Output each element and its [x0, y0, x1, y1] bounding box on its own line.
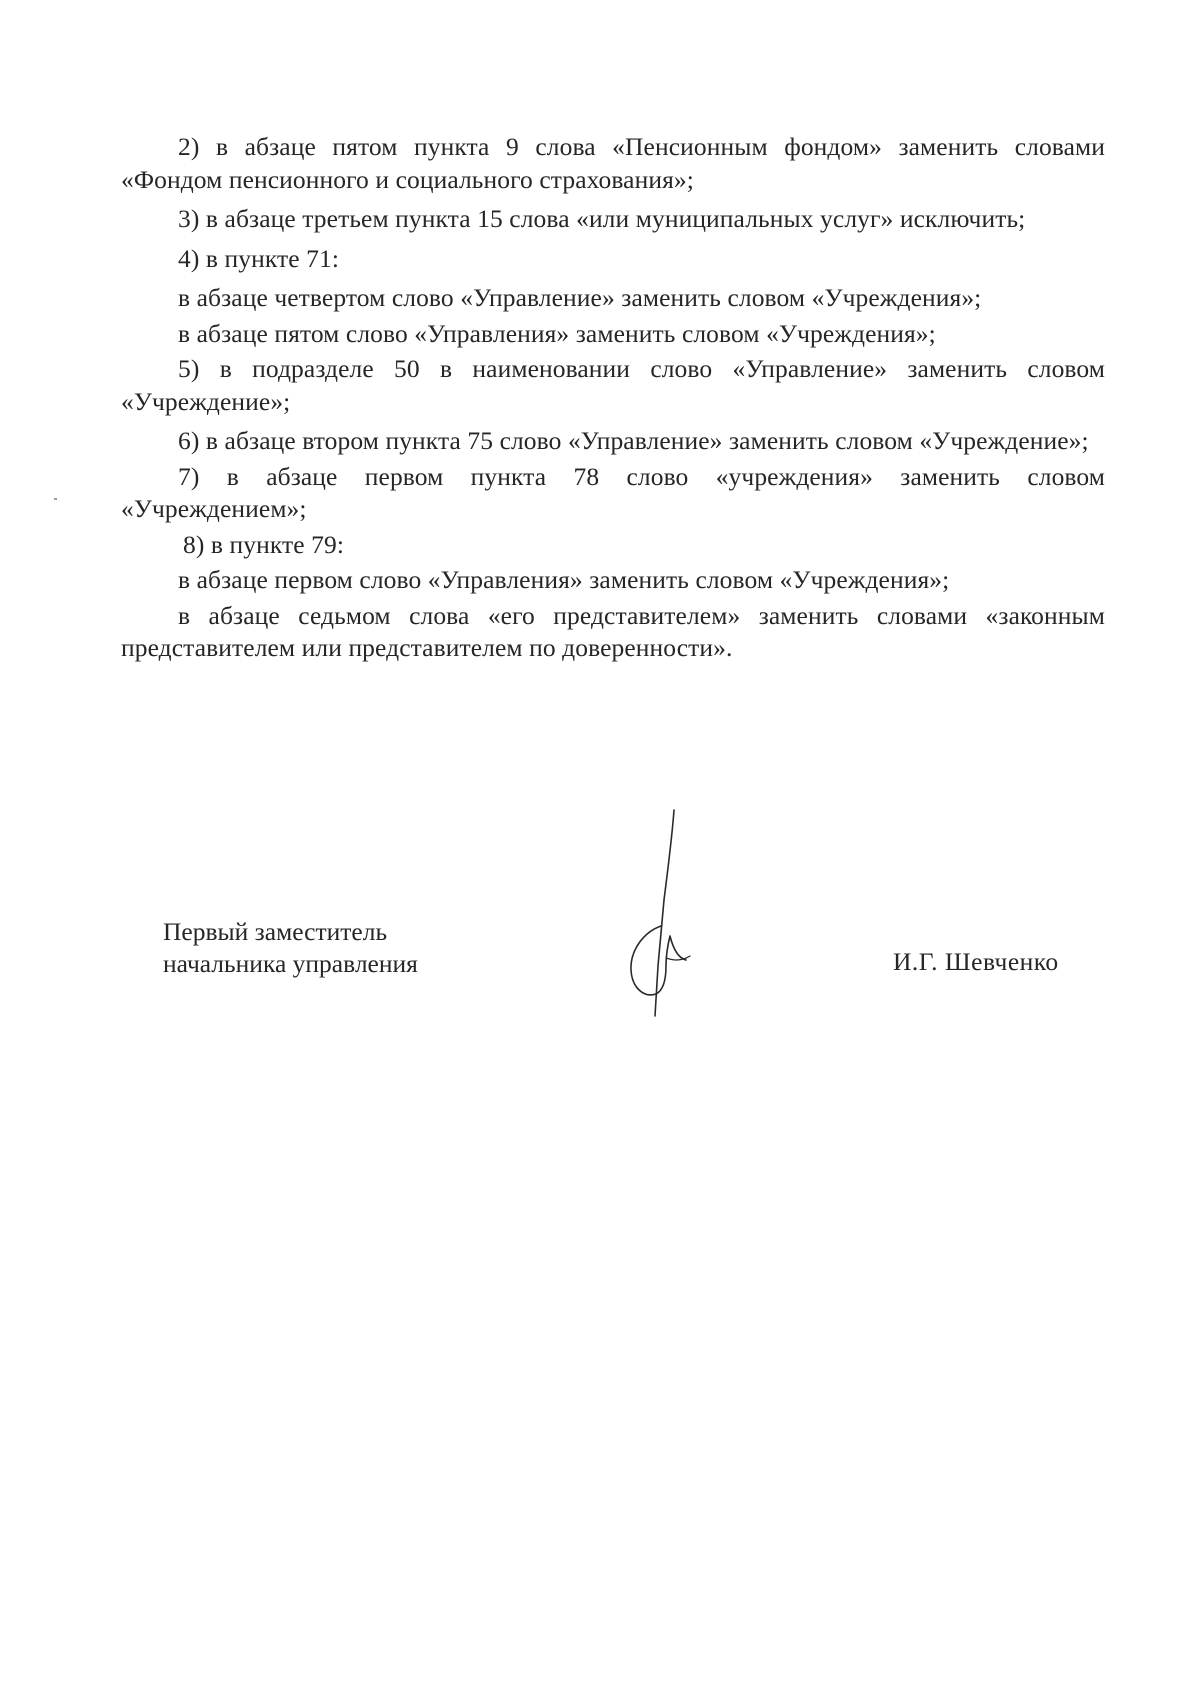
- paragraph-item-5: 5) в подразделе 50 в наименовании слово «Управление» заменить словом «Учреждение»;: [121, 354, 1105, 416]
- paragraph-item-7: 7) в абзаце первом пункта 78 слово «учреждения» заменить словом «Учреждением»;: [121, 461, 1105, 523]
- paragraph-item-2: 2) в абзаце пятом пункта 9 слова «Пенсионным фондом» заменить словами «Фондом пенсионного и социального страхования»;: [121, 132, 1105, 194]
- paragraph-item-4: 4) в пункте 71:: [178, 243, 340, 273]
- paragraph-item-4-sub-2: в абзаце пятом слово «Управления» заменить словом «Учреждения»;: [178, 318, 936, 348]
- paragraph-item-8-sub-1: в абзаце первом слово «Управления» заменить словом «Учреждения»;: [178, 565, 950, 594]
- signatory-name: И.Г. Шевченко: [893, 947, 1059, 976]
- signatory-position-line-2: начальника управления: [163, 949, 418, 978]
- paragraph-item-4-sub-1: в абзаце четвертом слово «Управление» заменить словом «Учреждения»;: [178, 283, 982, 312]
- paragraph-item-3: 3) в абзаце третьем пункта 15 слова «или муниципальных услуг» исключить;: [178, 204, 1026, 233]
- paragraph-item-8-sub-2: в абзаце седьмом слова «его представителем» заменить словами «законным представителем или представителем по доверенности».: [121, 600, 1105, 662]
- handwritten-signature: [620, 808, 700, 1018]
- signatory-position-line-1: Первый заместитель: [163, 917, 388, 946]
- signatory-position: [163, 916, 418, 980]
- paragraph-item-6: 6) в абзаце втором пункта 75 слово «Управление» заменить словом «Учреждение»;: [178, 426, 1089, 455]
- paragraph-item-8: 8) в пункте 79:: [183, 529, 345, 559]
